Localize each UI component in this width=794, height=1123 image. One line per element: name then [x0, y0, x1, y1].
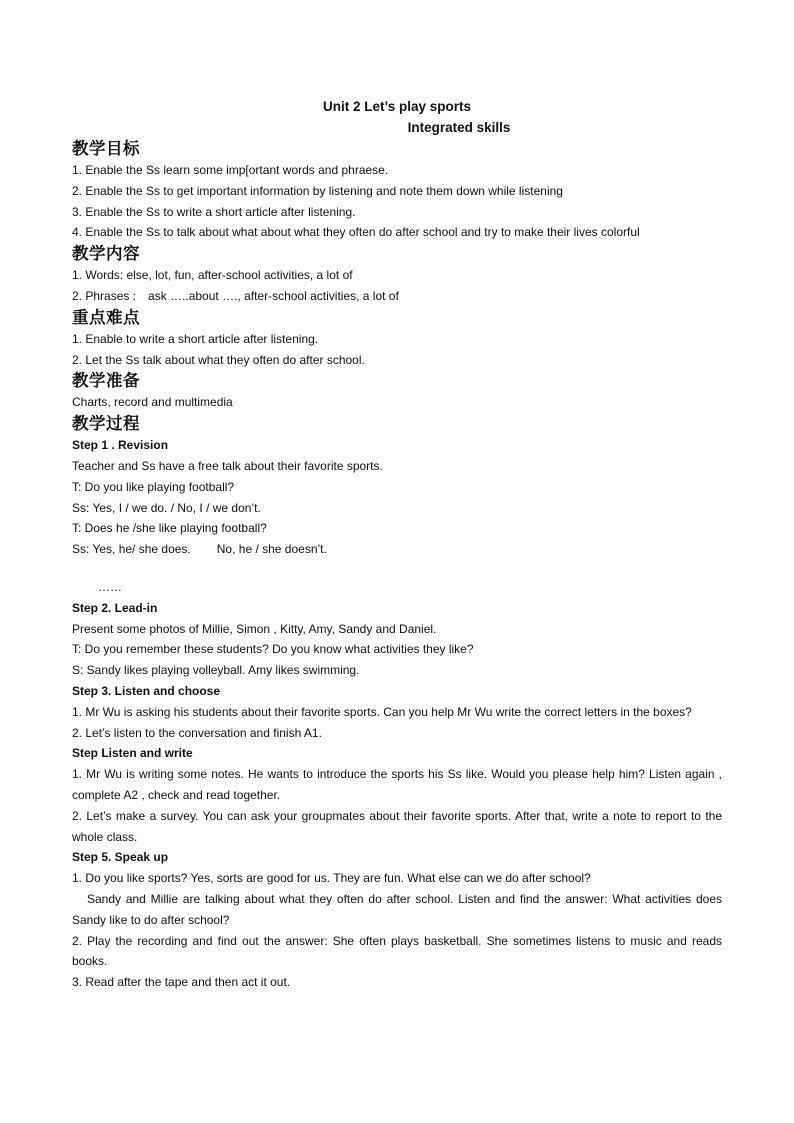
objective-item: 2. Enable the Ss to get important information by listening and note them down while listening: [72, 183, 563, 198]
process-heading: 教学过程: [72, 414, 140, 434]
page-title: Unit 2 Let’s play sports: [322, 99, 472, 114]
spacer: [72, 560, 722, 577]
step1-answer-no: No, he / she doesn’t.: [216, 542, 327, 557]
objective-item: 1. Enable the Ss learn some imp[ortant words and phraese.: [72, 163, 389, 177]
step2-line: T: Do you remember these students? Do you know what activities they like?: [72, 642, 474, 657]
phrases-value: ask …..about …., after-school activities, a lot of: [148, 288, 399, 303]
indent: [72, 892, 87, 906]
step5-item1b-text: Sandy and Millie are talking about what they often do after school. Listen and find the answer: What activities does Sandy like to do after school?: [72, 891, 722, 927]
step3-title: Step 3. Listen and choose: [72, 683, 221, 698]
step5-item: 3. Read after the tape and then act it out.: [72, 975, 291, 990]
step1-line: T: Does he /she like playing football?: [72, 521, 267, 536]
step1-line: T: Do you like playing football?: [72, 479, 235, 494]
step4-title: Step Listen and write: [72, 746, 193, 761]
document-page: [72, 96, 722, 993]
keypoint-item: 2. Let the Ss talk about what they often do after school.: [72, 352, 365, 367]
step2-line: Present some photos of Millie, Simon , Kitty, Amy, Sandy and Daniel.: [72, 621, 437, 636]
step1-line: Teacher and Ss have a free talk about their favorite sports.: [72, 458, 383, 473]
objective-item: 3. Enable the Ss to write a short article after listening.: [72, 204, 356, 219]
content-words: 1. Words: else, lot, fun, after-school activities, a lot of: [72, 268, 353, 283]
step3-item: 1. Mr Wu is asking his students about their favorite sports. Can you help Mr Wu write the correct letters in the boxes?: [72, 704, 692, 719]
phrases-label: 2. Phrases :: [72, 288, 137, 303]
step2-title: Step 2. Lead-in: [72, 600, 158, 615]
step3-item: 2. Let’s listen to the conversation and finish A1.: [72, 725, 322, 740]
step1-line: Ss: Yes, I / we do. / No, I / we don’t.: [72, 500, 261, 515]
step1-title: Step 1 . Revision: [72, 438, 169, 453]
content-heading: 教学内容: [72, 244, 140, 264]
step5-item: 1. Do you like sports? Yes, sorts are good for us. They are fun. What else can we do after school?: [72, 871, 591, 886]
step1-ellipsis: ……: [98, 579, 122, 594]
objective-item: 4. Enable the Ss to talk about what about what they often do after school and try to make their lives colorful: [72, 225, 640, 240]
keypoints-heading: 重点难点: [72, 307, 140, 327]
preparation-text: Charts, record and multimedia: [72, 395, 233, 410]
step1-last-line: [72, 539, 722, 560]
step1-answer-yes: Ss: Yes, he/ she does.: [72, 542, 191, 557]
keypoint-item: 1. Enable to write a short article after listening.: [72, 331, 319, 346]
step5-item-continued: [72, 889, 722, 931]
preparation-heading: 教学准备: [72, 371, 140, 391]
page-subtitle: Integrated skills: [407, 120, 511, 135]
title-block: [72, 96, 722, 138]
step5-title: Step 5. Speak up: [72, 850, 169, 865]
step5-item: 2. Play the recording and find out the answer: She often plays basketball. She sometimes listens to music and reads books.: [72, 933, 722, 969]
step4-item: 1. Mr Wu is writing some notes. He wants to introduce the sports his Ss like. Would you please help him? Listen again , complete A2 , check and read together.: [72, 767, 722, 802]
content-phrases: [72, 286, 722, 307]
step4-item: 2. Let’s make a survey. You can ask your groupmates about their favorite sports. After that, write a note to report to the whole class.: [72, 808, 722, 844]
objectives-heading: 教学目标: [72, 139, 140, 158]
step2-line: S: Sandy likes playing volleyball. Amy likes swimming.: [72, 663, 360, 678]
